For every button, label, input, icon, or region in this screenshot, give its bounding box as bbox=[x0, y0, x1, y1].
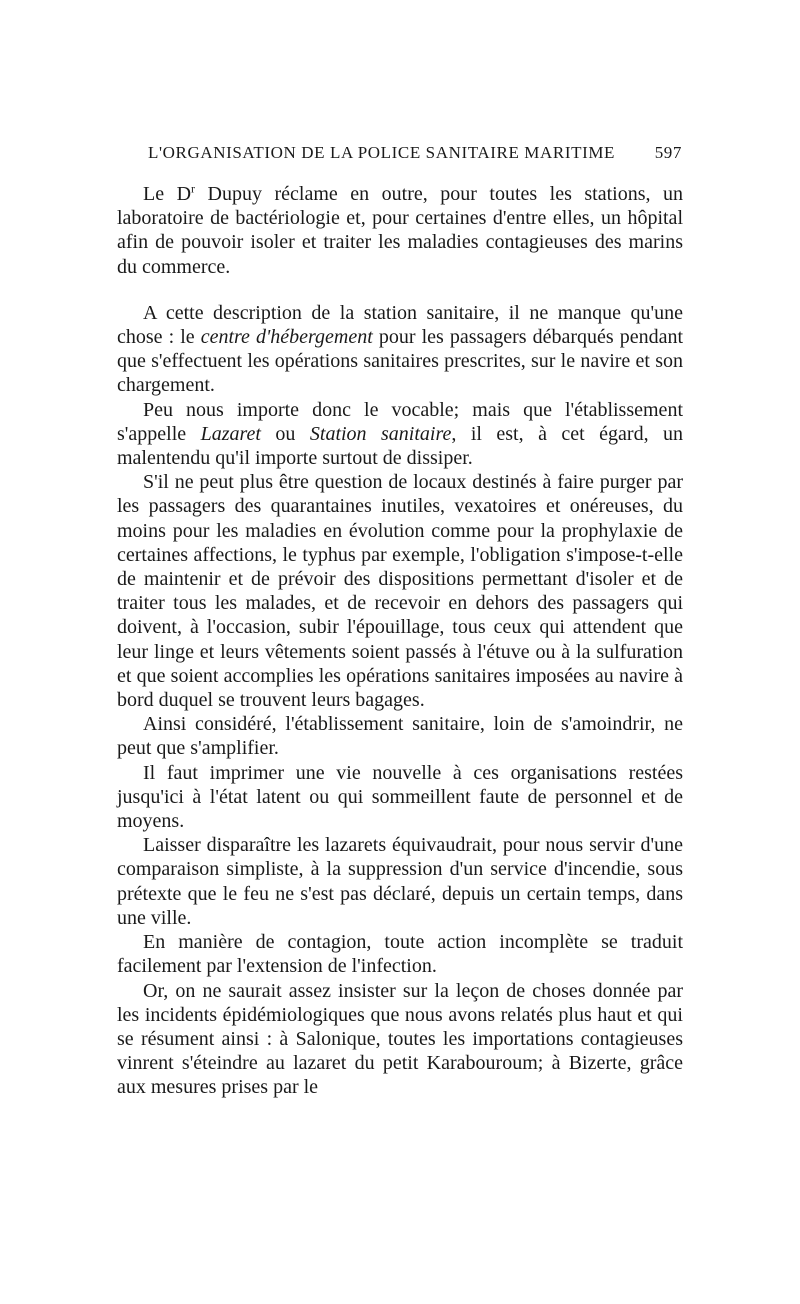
paragraph-2: A cette description de la station sanitaire, il ne manque qu'une chose : le centre d'hébergement pour les passagers débarqués pendant que s'effectuent les opérations sanitaires prescrites, sur le navire et son chargement. bbox=[117, 301, 684, 397]
paragraph-5: Ainsi considéré, l'établissement sanitaire, loin de s'amoindrir, ne peut que s'amplifier. bbox=[117, 713, 683, 760]
paragraph-3: Peu nous importe donc le vocable; mais que l'établissement s'appelle Lazaret ou Station sanitaire, il est, à cet égard, un malentendu qu'il importe surtout de dissiper. bbox=[117, 398, 684, 470]
paragraph-8: En manière de contagion, toute action incomplète se traduit facilement par l'extension de l'infection. bbox=[117, 931, 683, 978]
page-number: 597 bbox=[654, 143, 682, 162]
running-head bbox=[148, 143, 682, 163]
italic-term: centre d'hébergement bbox=[200, 326, 373, 349]
paragraph-7: Laisser disparaître les lazarets équivaudrait, pour nous servir d'une comparaison simpliste, à la suppression d'un service d'incendie, sous prétexte que le feu ne s'est pas déclaré, depuis un certain temps, dans une ville. bbox=[117, 834, 683, 929]
superscript: r bbox=[191, 181, 196, 196]
paragraph-6: Il faut imprimer une vie nouvelle à ces organisations restées jusqu'ici à l'état latent ou qui sommeillent faute de personnel et de moyens. bbox=[117, 761, 683, 833]
paragraph-4: S'il ne peut plus être question de locaux destinés à faire purger par les passagers des quarantaines inutiles, vexatoires et onéreuses, du moins pour les maladies en évolution comme pour la prophylaxie de certaines affections, le typhus par exemple, l'obligation s'impose-t-elle de maintenir et de prévoir des dispositions permettant d'isoler et de traiter tous les malades, et de recevoir en dehors des passagers qui doivent, à l'occasion, subir l'épouillage, tous ceux qui attendent que leur linge et leurs vêtements soient passés à l'étuve ou à la sulfuration et que soient accomplies les opérations sanitaires imposées au navire à bord duquel se trouvent leurs bagages. bbox=[117, 471, 683, 712]
italic-term: Station sanitaire bbox=[309, 422, 452, 445]
italic-term: Lazaret bbox=[200, 422, 261, 445]
paragraph-9: Or, on ne saurait assez insister sur la leçon de choses donnée par les incidents épidémiologiques que nous avons relatés plus haut et qui se résument ainsi : à Salonique, toutes les importations contagieuses vinrent s'éteindre au lazaret du petit Karabouroum; à Bizerte, grâce aux mesures prises par le bbox=[117, 979, 683, 1099]
body-text bbox=[117, 182, 683, 1100]
paragraph-1: Le $D^r$ Dupuy réclame en outre, pour toutes les stations, un laboratoire de bactériologie et, pour certaines d'entre elles, un hôpital afin de pouvoir isoler et traiter les maladies contagieuses des marins du commerce. bbox=[117, 181, 683, 278]
running-title: L'ORGANISATION DE LA POLICE SANITAIRE MARITIME bbox=[148, 143, 616, 162]
